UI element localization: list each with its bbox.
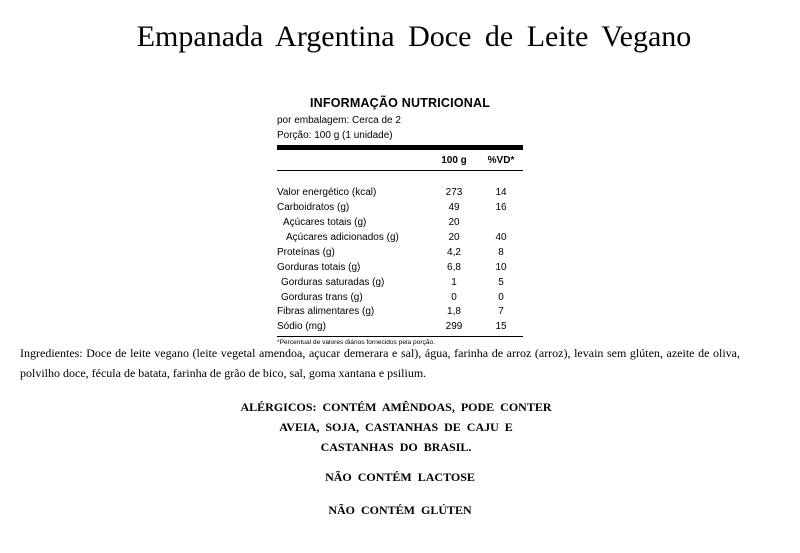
nutrition-table: [277, 150, 523, 335]
allergens-warning: ALÉRGICOS: CONTÉM AMÊNDOAS, PODE CONTER AVEIA, SOJA, CASTANHAS DE CAJU E CASTANHAS DO BRASIL.: [240, 400, 552, 454]
nutrient-column-header: [277, 150, 429, 171]
nutrient-name: Açúcares totais (g): [283, 217, 367, 229]
nutrient-amount: 299: [445, 321, 463, 333]
table-row: [277, 231, 523, 246]
table-row: [277, 320, 523, 335]
nutrient-daily-value: 16: [495, 202, 507, 214]
nutrient-name: Gorduras saturadas (g): [281, 276, 385, 288]
nutrient-name: Gorduras trans (g): [281, 291, 363, 303]
dv-column-header: %VD*: [487, 154, 515, 166]
nutrient-amount: 6,8: [447, 261, 461, 273]
nutrient-name: Proteínas (g): [277, 246, 335, 258]
nutrient-daily-value: 14: [495, 187, 507, 199]
nutrient-daily-value: 0: [498, 291, 504, 303]
nutrition-rows: [277, 186, 523, 335]
dv-footnote: *Percentual de valores diários fornecidos pela porção.: [277, 338, 435, 346]
nutrient-daily-value: 8: [498, 246, 504, 258]
table-row: [277, 201, 523, 216]
nutrient-amount: 20: [448, 232, 460, 243]
table-row: [277, 260, 523, 275]
nutrition-facts-label: [277, 96, 523, 346]
table-header-row: [277, 150, 523, 171]
nutrient-amount: 4,2: [447, 246, 461, 258]
nutrient-name: Carboidratos (g): [277, 202, 350, 214]
nutrient-daily-value: [479, 216, 523, 231]
ingredients-text: Ingredientes: Doce de leite vegano (leite vegetal amendoa, açucar demerara e sal), água, farinha de arroz (arroz), levain sem glúten, azeite de oliva, polvilho doce, fécula de batata, farinha de grão de bico, sal, goma xantana e psilium.: [20, 346, 740, 380]
nutrient-amount: 20: [448, 217, 460, 229]
nutrient-daily-value: 40: [495, 232, 507, 243]
serving-size: Porção: 100 g (1 unidade): [277, 130, 393, 141]
nutrient-name: Fibras alimentares (g): [277, 306, 375, 318]
table-row: [277, 216, 523, 231]
table-row: [277, 305, 523, 320]
nutrient-name: Sódio (mg): [277, 321, 326, 333]
amount-column-header: 100 g: [441, 154, 467, 166]
nutrient-name: Gorduras totais (g): [277, 261, 361, 273]
nutrient-amount: 1,8: [447, 306, 461, 318]
servings-per-package: por embalagem: Cerca de 2: [277, 115, 401, 126]
product-title: Empanada Argentina Doce de Leite Vegano: [136, 20, 692, 53]
table-row: [277, 186, 523, 201]
nutrient-name: Açúcares adicionados (g): [286, 232, 399, 243]
nutrient-daily-value: 7: [498, 306, 504, 318]
nutrient-daily-value: 15: [495, 321, 507, 333]
table-row: [277, 275, 523, 290]
table-row: [277, 245, 523, 260]
nutrient-amount: 49: [448, 202, 460, 214]
nutrient-name: Valor energético (kcal): [277, 187, 377, 199]
nutrient-amount: 273: [445, 187, 463, 199]
header-divider: [277, 171, 523, 186]
table-row: [277, 290, 523, 305]
nutrient-amount: 0: [451, 291, 457, 303]
lactose-free-claim: NÃO CONTÉM LACTOSE: [325, 470, 475, 484]
gluten-free-claim: NÃO CONTÉM GLÚTEN: [328, 503, 472, 517]
nutrient-daily-value: 5: [498, 276, 504, 288]
nutrient-daily-value: 10: [495, 261, 507, 273]
nutrition-heading: INFORMAÇÃO NUTRICIONAL: [309, 96, 491, 110]
nutrient-amount: 1: [451, 276, 457, 288]
